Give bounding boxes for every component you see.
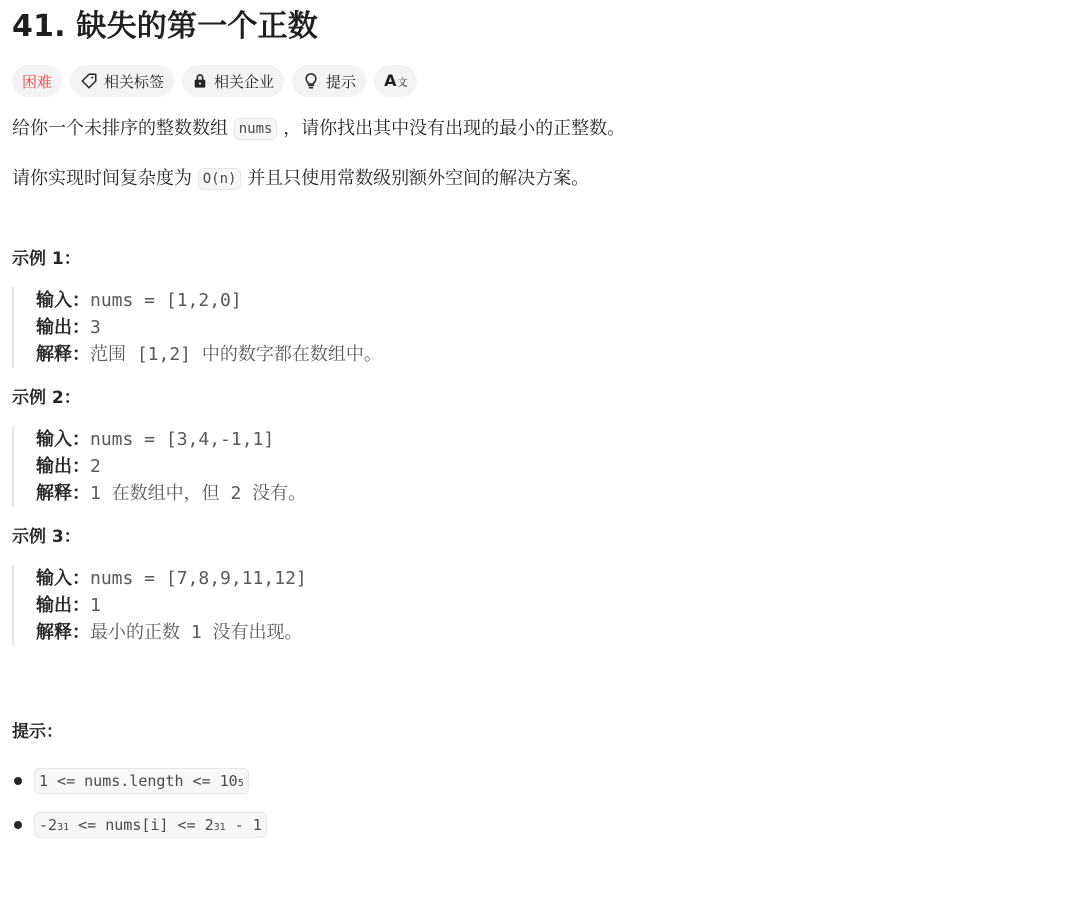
translate-button[interactable] (374, 65, 417, 97)
lock-icon (192, 73, 208, 89)
difficulty-badge (12, 65, 62, 97)
example-explain-label: 解释： (36, 622, 90, 643)
hints-label: 提示 (326, 72, 357, 91)
example-input-value: nums = [7,8,9,11,12] (90, 568, 307, 589)
related-companies-label: 相关企业 (214, 72, 275, 91)
example-explain-value: 最小的正数 1 没有出现。 (90, 622, 303, 643)
example-input-line (36, 565, 1072, 592)
difficulty-label: 困难 (22, 72, 53, 91)
inline-code: nums (234, 118, 278, 140)
description-text: 并且只使用常数级别额外空间的解决方案。 (247, 168, 590, 189)
related-tags-button[interactable] (70, 65, 174, 97)
example-explain-label: 解释： (36, 344, 90, 365)
example-input-label: 输入： (36, 568, 90, 589)
example-output-value: 1 (90, 595, 101, 616)
example-input-label: 输入： (36, 429, 90, 450)
example-output-value: 3 (90, 317, 101, 338)
description-text: ，请你找出其中没有出现的最小的正整数。 (283, 118, 626, 139)
inline-code: O(n) (198, 168, 242, 190)
example-title: 示例 3： (12, 527, 81, 547)
example-explain-value: 范围 [1,2] 中的数字都在数组中。 (90, 344, 382, 365)
lightbulb-icon (302, 72, 320, 90)
problem-title: 41. 缺失的第一个正数 (12, 9, 318, 44)
description-paragraph-2 (12, 165, 1072, 193)
example-input-label: 输入： (36, 290, 90, 311)
example-block (12, 287, 1072, 368)
constraints-title: 提示： (12, 722, 63, 742)
example-output-line (36, 453, 1072, 480)
example-input-line (36, 426, 1072, 453)
description-text: 请你实现时间复杂度为 (12, 168, 192, 189)
example-explain-label: 解释： (36, 483, 90, 504)
example-output-line (36, 314, 1072, 341)
description-text: 给你一个未排序的整数数组 (12, 118, 228, 139)
example-explain-line (36, 619, 1072, 646)
constraint-code: -2 31 <= nums[i] <= 2 31 - 1 (34, 812, 267, 838)
related-companies-button[interactable] (182, 65, 284, 97)
bullet-dot (14, 777, 22, 785)
constraint-text: 1 <= nums.length <= 10 (39, 772, 238, 790)
constraint-text: - 1 (225, 816, 262, 834)
example-output-value: 2 (90, 456, 101, 477)
example-explain-line (36, 480, 1072, 507)
example-explain-line (36, 341, 1072, 368)
constraints-list (12, 766, 1072, 840)
constraint-text: <= nums[i] <= 2 (69, 816, 214, 834)
example-input-value: nums = [3,4,-1,1] (90, 429, 275, 450)
bullet-dot (14, 821, 22, 829)
example-output-line (36, 592, 1072, 619)
problem-tags (12, 65, 1072, 97)
hints-button[interactable] (292, 65, 366, 97)
constraint-item (12, 810, 1072, 840)
example-output-label: 输出： (36, 456, 90, 477)
example-block (12, 565, 1072, 646)
related-tags-label: 相关标签 (104, 72, 165, 91)
constraint-item (12, 766, 1072, 796)
example-block (12, 426, 1072, 507)
translate-sub-glyph: 文 (397, 78, 408, 89)
example-output-label: 输出： (36, 317, 90, 338)
example-title: 示例 2： (12, 388, 81, 408)
example-input-value: nums = [1,2,0] (90, 290, 242, 311)
example-title: 示例 1： (12, 249, 81, 269)
example-output-label: 输出： (36, 595, 90, 616)
translate-icon (384, 73, 407, 89)
constraint-code: 1 <= nums.length <= 10 5 (34, 768, 249, 794)
tag-icon (80, 72, 98, 90)
constraint-text: -2 (39, 816, 58, 834)
example-input-line (36, 287, 1072, 314)
translate-main-glyph: A (384, 71, 397, 90)
example-explain-value: 1 在数组中，但 2 没有。 (90, 483, 307, 504)
description-paragraph-1 (12, 115, 1072, 143)
